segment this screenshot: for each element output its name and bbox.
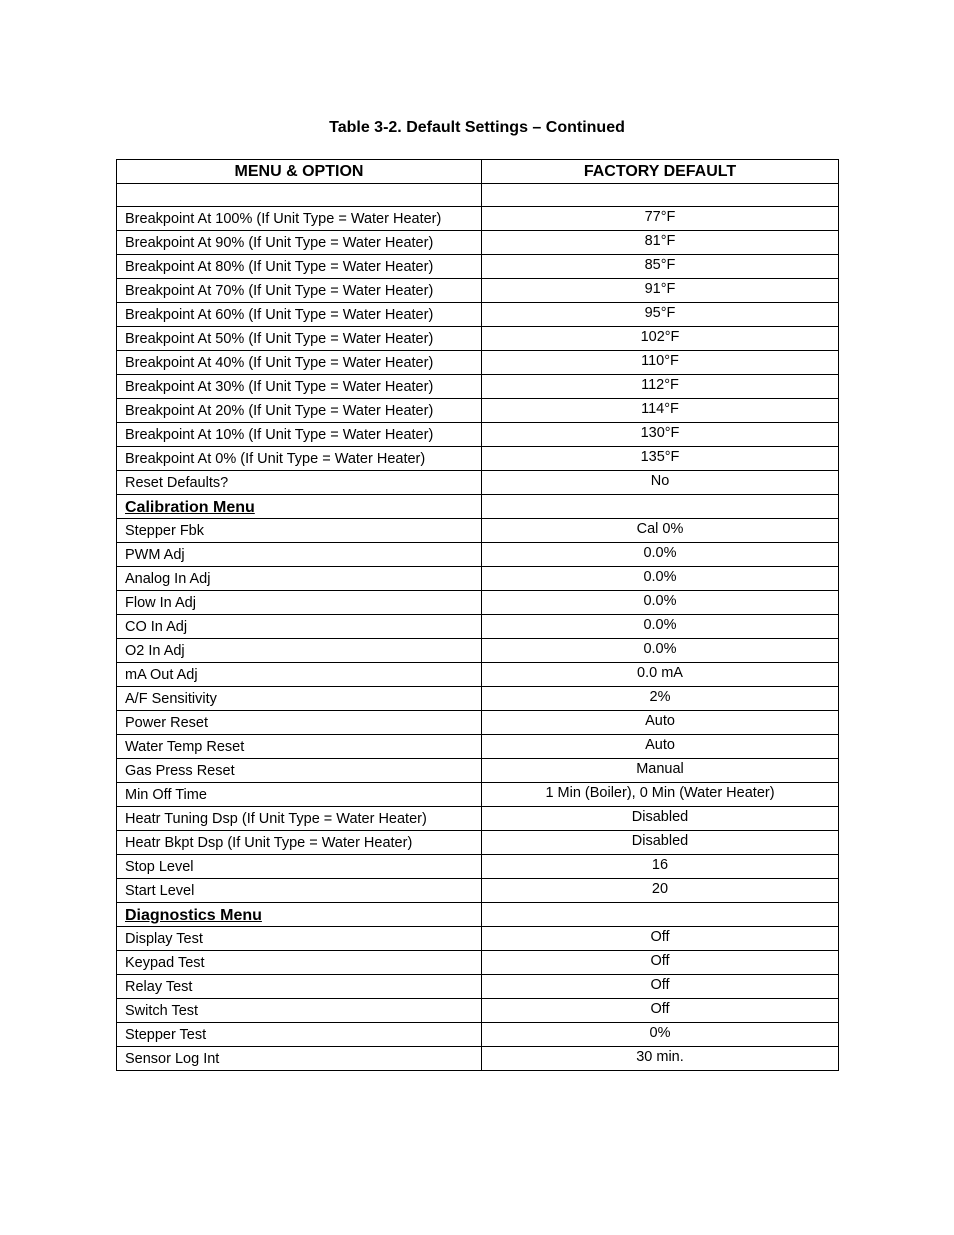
- factory-default-cell: 77°F: [482, 207, 839, 231]
- table-row: [117, 975, 839, 999]
- menu-option-cell: Breakpoint At 40% (If Unit Type = Water Heater): [117, 351, 482, 375]
- section-heading: Calibration Menu: [117, 495, 482, 519]
- table-row: [117, 663, 839, 687]
- section-heading: Diagnostics Menu: [117, 903, 482, 927]
- factory-default-cell: 112°F: [482, 375, 839, 399]
- factory-default-cell: 1 Min (Boiler), 0 Min (Water Heater): [482, 783, 839, 807]
- factory-default-cell: 81°F: [482, 231, 839, 255]
- menu-option-cell: Breakpoint At 20% (If Unit Type = Water Heater): [117, 399, 482, 423]
- table-row: [117, 855, 839, 879]
- factory-default-cell: 130°F: [482, 423, 839, 447]
- factory-default-cell: 0.0%: [482, 639, 839, 663]
- table-row: [117, 567, 839, 591]
- menu-option-cell: Breakpoint At 80% (If Unit Type = Water Heater): [117, 255, 482, 279]
- table-row: [117, 687, 839, 711]
- table-row: [117, 519, 839, 543]
- menu-option-cell: [117, 184, 482, 207]
- menu-option-cell: Switch Test: [117, 999, 482, 1023]
- menu-option-cell: Reset Defaults?: [117, 471, 482, 495]
- table-row: [117, 927, 839, 951]
- section-row: [117, 903, 839, 927]
- factory-default-cell: 2%: [482, 687, 839, 711]
- factory-default-cell: 91°F: [482, 279, 839, 303]
- column-header-factory-default: FACTORY DEFAULT: [482, 160, 839, 184]
- factory-default-cell: 0.0%: [482, 615, 839, 639]
- table-row: [117, 879, 839, 903]
- factory-default-cell: 85°F: [482, 255, 839, 279]
- menu-option-cell: Flow In Adj: [117, 591, 482, 615]
- factory-default-cell: Disabled: [482, 807, 839, 831]
- menu-option-cell: Breakpoint At 100% (If Unit Type = Water Heater): [117, 207, 482, 231]
- table-row: [117, 639, 839, 663]
- factory-default-cell: No: [482, 471, 839, 495]
- table-body: [117, 184, 839, 1071]
- menu-option-cell: Power Reset: [117, 711, 482, 735]
- table-row: [117, 1047, 839, 1071]
- table-row: [117, 711, 839, 735]
- factory-default-cell: Off: [482, 951, 839, 975]
- column-header-menu-option: MENU & OPTION: [117, 160, 482, 184]
- menu-option-cell: Display Test: [117, 927, 482, 951]
- menu-option-cell: Analog In Adj: [117, 567, 482, 591]
- factory-default-cell: [482, 903, 839, 927]
- factory-default-cell: 0.0 mA: [482, 663, 839, 687]
- table-row: [117, 303, 839, 327]
- menu-option-cell: Heatr Tuning Dsp (If Unit Type = Water Heater): [117, 807, 482, 831]
- table-row: [117, 951, 839, 975]
- table-row: [117, 615, 839, 639]
- table-row: [117, 783, 839, 807]
- factory-default-cell: Off: [482, 975, 839, 999]
- factory-default-cell: 20: [482, 879, 839, 903]
- table-row: [117, 231, 839, 255]
- menu-option-cell: Relay Test: [117, 975, 482, 999]
- menu-option-cell: Breakpoint At 70% (If Unit Type = Water Heater): [117, 279, 482, 303]
- menu-option-cell: Stepper Fbk: [117, 519, 482, 543]
- table-row: [117, 279, 839, 303]
- table-row: [117, 591, 839, 615]
- menu-option-cell: Start Level: [117, 879, 482, 903]
- menu-option-cell: Breakpoint At 50% (If Unit Type = Water Heater): [117, 327, 482, 351]
- factory-default-cell: 135°F: [482, 447, 839, 471]
- factory-default-cell: Manual: [482, 759, 839, 783]
- factory-default-cell: Disabled: [482, 831, 839, 855]
- section-row: [117, 495, 839, 519]
- menu-option-cell: Breakpoint At 30% (If Unit Type = Water Heater): [117, 375, 482, 399]
- menu-option-cell: Sensor Log Int: [117, 1047, 482, 1071]
- menu-option-cell: Stop Level: [117, 855, 482, 879]
- menu-option-cell: Heatr Bkpt Dsp (If Unit Type = Water Heater): [117, 831, 482, 855]
- table-row: [117, 831, 839, 855]
- table-row: [117, 375, 839, 399]
- factory-default-cell: Off: [482, 999, 839, 1023]
- table-row: [117, 207, 839, 231]
- menu-option-cell: Gas Press Reset: [117, 759, 482, 783]
- factory-default-cell: 0%: [482, 1023, 839, 1047]
- factory-default-cell: 0.0%: [482, 543, 839, 567]
- spacer-row: [117, 184, 839, 207]
- menu-option-cell: O2 In Adj: [117, 639, 482, 663]
- menu-option-cell: mA Out Adj: [117, 663, 482, 687]
- table-header-row: [117, 160, 839, 184]
- table-row: [117, 999, 839, 1023]
- factory-default-cell: 30 min.: [482, 1047, 839, 1071]
- menu-option-cell: Breakpoint At 0% (If Unit Type = Water Heater): [117, 447, 482, 471]
- table-row: [117, 327, 839, 351]
- factory-default-cell: 0.0%: [482, 591, 839, 615]
- menu-option-cell: PWM Adj: [117, 543, 482, 567]
- table-row: [117, 759, 839, 783]
- table-row: [117, 399, 839, 423]
- factory-default-cell: 95°F: [482, 303, 839, 327]
- factory-default-cell: [482, 184, 839, 207]
- table-row: [117, 543, 839, 567]
- table-row: [117, 807, 839, 831]
- factory-default-cell: 0.0%: [482, 567, 839, 591]
- table-row: [117, 735, 839, 759]
- menu-option-cell: Stepper Test: [117, 1023, 482, 1047]
- table-row: [117, 351, 839, 375]
- default-settings-table: [116, 159, 839, 1071]
- table-row: [117, 471, 839, 495]
- table-row: [117, 255, 839, 279]
- table-row: [117, 423, 839, 447]
- factory-default-cell: 102°F: [482, 327, 839, 351]
- page-title: Table 3-2. Default Settings – Continued: [329, 119, 625, 136]
- factory-default-cell: Auto: [482, 735, 839, 759]
- factory-default-cell: Cal 0%: [482, 519, 839, 543]
- factory-default-cell: 110°F: [482, 351, 839, 375]
- menu-option-cell: CO In Adj: [117, 615, 482, 639]
- menu-option-cell: Min Off Time: [117, 783, 482, 807]
- factory-default-cell: Auto: [482, 711, 839, 735]
- table-row: [117, 1023, 839, 1047]
- table-row: [117, 447, 839, 471]
- menu-option-cell: Water Temp Reset: [117, 735, 482, 759]
- menu-option-cell: A/F Sensitivity: [117, 687, 482, 711]
- menu-option-cell: Breakpoint At 60% (If Unit Type = Water Heater): [117, 303, 482, 327]
- menu-option-cell: Breakpoint At 10% (If Unit Type = Water Heater): [117, 423, 482, 447]
- factory-default-cell: 16: [482, 855, 839, 879]
- menu-option-cell: Breakpoint At 90% (If Unit Type = Water Heater): [117, 231, 482, 255]
- menu-option-cell: Keypad Test: [117, 951, 482, 975]
- factory-default-cell: 114°F: [482, 399, 839, 423]
- factory-default-cell: Off: [482, 927, 839, 951]
- factory-default-cell: [482, 495, 839, 519]
